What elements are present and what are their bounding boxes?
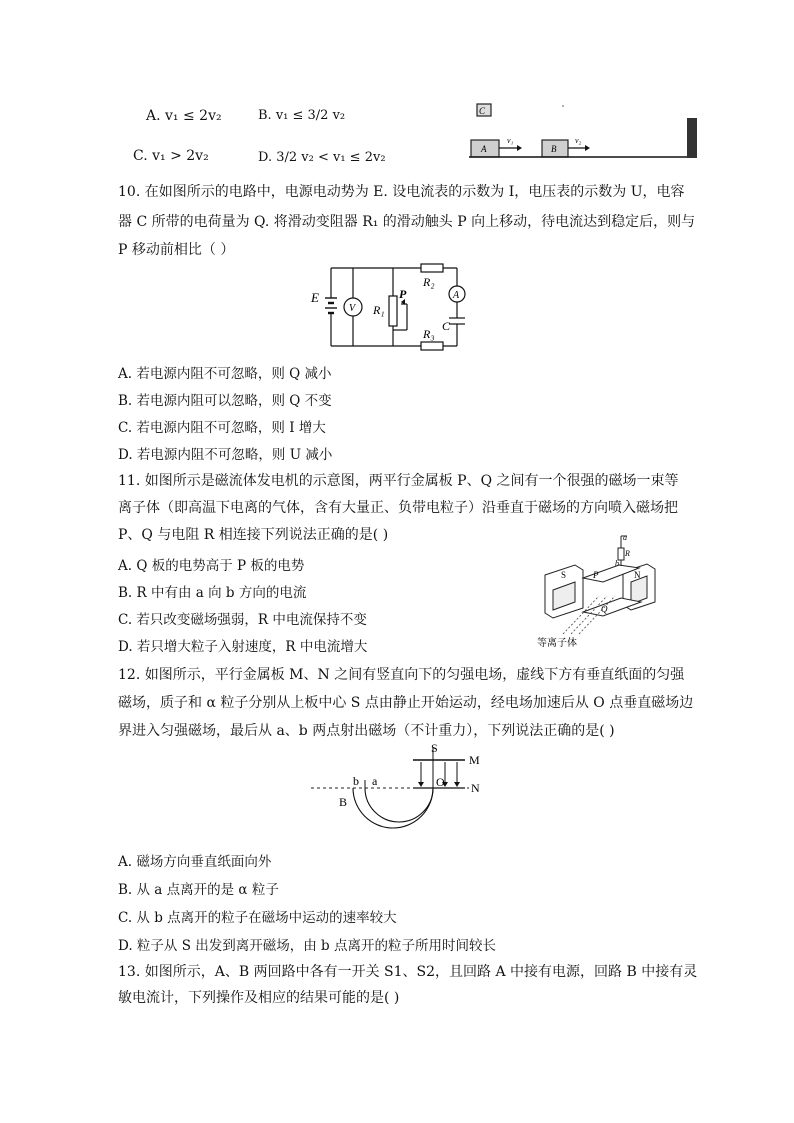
label-b: b [615, 559, 619, 568]
q9-option-d: D. 3/2 v₂ < v₁ ≤ 2v₂ [258, 150, 386, 165]
label-b: b [353, 774, 359, 788]
q10-option-b: B. 若电源内阻可以忽略，则 Q 不变 [118, 393, 332, 409]
q10-text-line1: 10. 在如图所示的电路中，电源电动势为 E. 设电流表的示数为 I，电压表的示数为 U，电容 [118, 184, 685, 200]
plasma-caption: 等离子体 [537, 638, 577, 649]
ammeter-label: A [453, 290, 460, 301]
voltmeter-label: V [349, 303, 356, 314]
q12-magnetic-field-figure [305, 740, 505, 840]
q11-option-a: A. Q 板的电势高于 P 板的电势 [118, 558, 305, 574]
q12-option-a: A. 磁场方向垂直纸面向外 [118, 854, 272, 870]
label-P: P [593, 570, 599, 580]
q9-option-b: B. v₁ ≤ 3/2 v₂ [258, 108, 346, 123]
label-S: S [561, 570, 567, 580]
q10-text-line3: P 移动前相比（ ） [118, 242, 235, 258]
block-a-label: A [481, 144, 487, 154]
q9-option-a: A. v₁ ≤ 2v₂ [146, 108, 222, 124]
q12-option-d: D. 粒子从 S 出发到离开磁场，由 b 点离开的粒子所用时间较长 [118, 938, 496, 954]
q9-option-c: C. v₁ > 2v₂ [133, 148, 209, 164]
label-N: N [634, 570, 641, 580]
label-C: C [442, 319, 451, 333]
label-R: R [625, 549, 630, 558]
label-a: a [623, 533, 627, 542]
label-R2: R₂ [423, 275, 435, 289]
q11-option-d: D. 若只增大粒子入射速度，R 中电流增大 [118, 639, 368, 655]
q13-text-line1: 13. 如图所示，A、B 两回路中各有一开关 S1、S2，且回路 A 中接有电源，回路 B 中接有灵 [118, 964, 698, 980]
q11-option-c: C. 若只改变磁场强弱，R 中电流保持不变 [118, 612, 367, 628]
q11-option-b: B. R 中有由 a 向 b 方向的电流 [118, 585, 307, 601]
label-R3: R₃ [423, 327, 435, 341]
label-v2: v₂ [575, 136, 582, 145]
block-b-label: B [551, 144, 557, 154]
label-v1: v₁ [507, 136, 514, 145]
q10-text-line2: 器 C 所带的电荷量为 Q. 将滑动变阻器 R₁ 的滑动触头 P 向上移动，待电流达到稳定后，则与 [118, 214, 696, 230]
label-S: S [431, 741, 438, 755]
q10-circuit-figure [305, 258, 485, 354]
label-N: N [471, 781, 480, 795]
label-E: E [311, 290, 319, 305]
q13-text-line2: 敏电流计，下列操作及相应的结果可能的是( ) [118, 990, 400, 1006]
label-O: O [436, 775, 445, 789]
label-B: B [339, 795, 348, 809]
q11-mhd-generator-figure [535, 530, 665, 652]
q12-text-line2: 磁场，质子和 α 粒子分别从上板中心 S 点由静止开始运动，经电场加速后从 O 点垂直磁场边 [118, 695, 694, 711]
q11-text-line1: 11. 如图所示是磁流体发电机的示意图，两平行金属板 P、Q 之间有一个很强的磁场一束等 [118, 473, 679, 489]
q11-text-line3: P、Q 与电阻 R 相连接下列说法正确的是( ) [118, 527, 389, 543]
q9-blocks-figure [465, 100, 705, 162]
label-a: a [372, 774, 378, 788]
q12-text-line1: 12. 如图所示，平行金属板 M、N 之间有竖直向下的匀强电场，虚线下方有垂直纸面的匀强 [118, 667, 685, 683]
label-R1: R₁ [373, 303, 385, 317]
block-c-label: C [479, 106, 486, 116]
q12-option-b: B. 从 a 点离开的是 α 粒子 [118, 882, 279, 898]
q11-text-line2: 离子体（即高温下电离的气体，含有大量正、负带电粒子）沿垂直于磁场的方向喷入磁场把 [118, 500, 678, 516]
label-Q: Q [601, 604, 608, 614]
label-P: P [399, 287, 407, 301]
q12-option-c: C. 从 b 点离开的粒子在磁场中运动的速率较大 [118, 910, 397, 926]
q10-option-c: C. 若电源内阻不可忽略，则 I 增大 [118, 420, 326, 436]
q10-option-a: A. 若电源内阻不可忽略，则 Q 减小 [118, 366, 332, 382]
wall [687, 118, 697, 158]
label-M: M [469, 753, 480, 767]
q10-option-d: D. 若电源内阻不可忽略，则 U 减小 [118, 447, 333, 463]
q12-text-line3: 界进入匀强磁场，最后从 a、b 两点射出磁场（不计重力），下列说法正确的是( ) [118, 723, 615, 739]
